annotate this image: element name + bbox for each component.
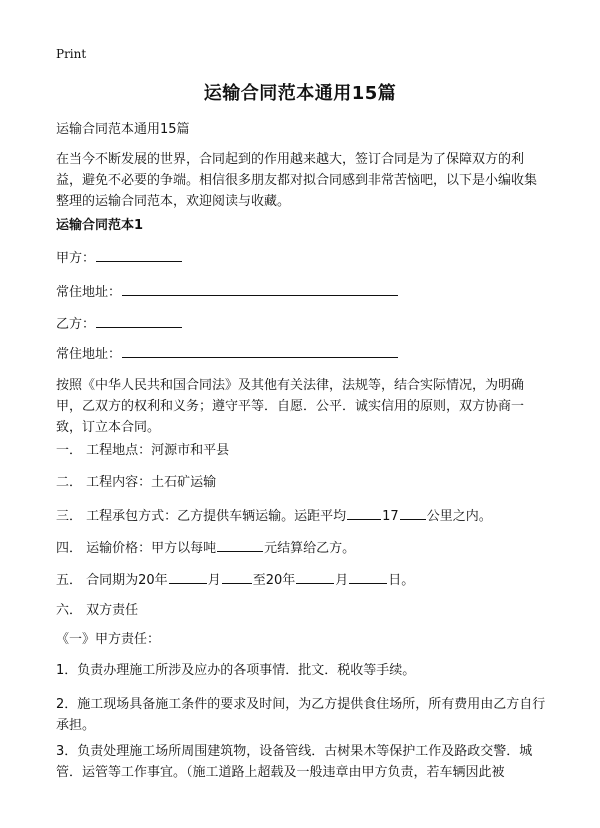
party-b-label: 乙方：	[56, 317, 96, 332]
item-3-blank-left[interactable]	[347, 505, 381, 520]
end-year-blank[interactable]	[296, 569, 334, 584]
intro-paragraph: 在当今不断发展的世界，合同起到的作用越来越大，签订合同是为了保障双方的利益，避免不必要的争端。相信很多朋友都对拟合同感到非常苦恼吧，以下是小编收集整理的运输合同范本，欢迎阅读与收藏。	[56, 152, 538, 209]
duty-2: 2．施工现场具备施工条件的要求及时间，为乙方提供食住场所，所有费用由乙方自行承担。	[56, 697, 546, 733]
party-b-blank[interactable]	[96, 313, 182, 328]
start-month-blank[interactable]	[222, 569, 252, 584]
item-5-month-2: 月	[335, 573, 349, 588]
address-line-1	[56, 281, 548, 303]
end-month-blank[interactable]	[349, 569, 387, 584]
document-title: 运输合同范本通用15篇	[203, 83, 397, 104]
address-line-2	[56, 343, 548, 365]
item-5-text: 五． 合同期为20年	[56, 573, 168, 588]
item-1: 一． 工程地点：河源市和平县	[56, 443, 230, 458]
start-year-blank[interactable]	[169, 569, 207, 584]
address-blank-1[interactable]	[122, 281, 398, 296]
party-a-line	[56, 247, 548, 269]
item-4-text: 四． 运输价格：甲方以每吨	[56, 541, 217, 556]
item-5-day: 日。	[388, 573, 415, 588]
duty-3: 3．负责处理施工场所周围建筑物，设备管线．古树果木等保护工作及路政交警．城管．运管等工作事宜。（施工道路上超载及一般违章由甲方负责，若车辆因此被	[56, 744, 533, 780]
party-a-label: 甲方：	[56, 251, 96, 266]
print-label: Print	[56, 47, 87, 61]
item-3-blank-right[interactable]	[400, 505, 426, 520]
address-label-1: 常住地址：	[56, 285, 122, 300]
address-blank-2[interactable]	[122, 343, 398, 358]
item-4-suffix: 元结算给乙方。	[264, 541, 356, 556]
price-blank[interactable]	[217, 537, 263, 552]
address-label-2: 常住地址：	[56, 347, 122, 362]
document-subtitle: 运输合同范本通用15篇	[56, 122, 190, 137]
item-5-to: 至20年	[252, 573, 296, 588]
section-title: 运输合同范本1	[56, 218, 144, 233]
party-b-line	[56, 313, 548, 335]
item-3	[56, 505, 548, 527]
party-a-duties-heading: 《一》甲方责任：	[56, 632, 161, 647]
distance-value: 17	[382, 509, 399, 524]
party-a-blank[interactable]	[96, 247, 182, 262]
item-5-month-1: 月	[207, 573, 221, 588]
item-3-text: 三． 工程承包方式：乙方提供车辆运输。运距平均	[56, 509, 347, 524]
item-5	[56, 569, 548, 591]
item-4	[56, 537, 548, 559]
duty-1: 1．负责办理施工所涉及应办的各项事情．批文．税收等手续。	[56, 663, 416, 678]
item-3-suffix: 公里之内。	[426, 509, 492, 524]
item-2: 二． 工程内容：土石矿运输	[56, 475, 217, 490]
preamble-paragraph: 按照《中华人民共和国合同法》及其他有关法律，法规等，结合实际情况，为明确甲，乙双方的权利和义务；遵守平等．自愿．公平．诚实信用的原则，双方协商一致，订立本合同。	[56, 378, 525, 435]
item-6: 六． 双方责任	[56, 603, 139, 618]
